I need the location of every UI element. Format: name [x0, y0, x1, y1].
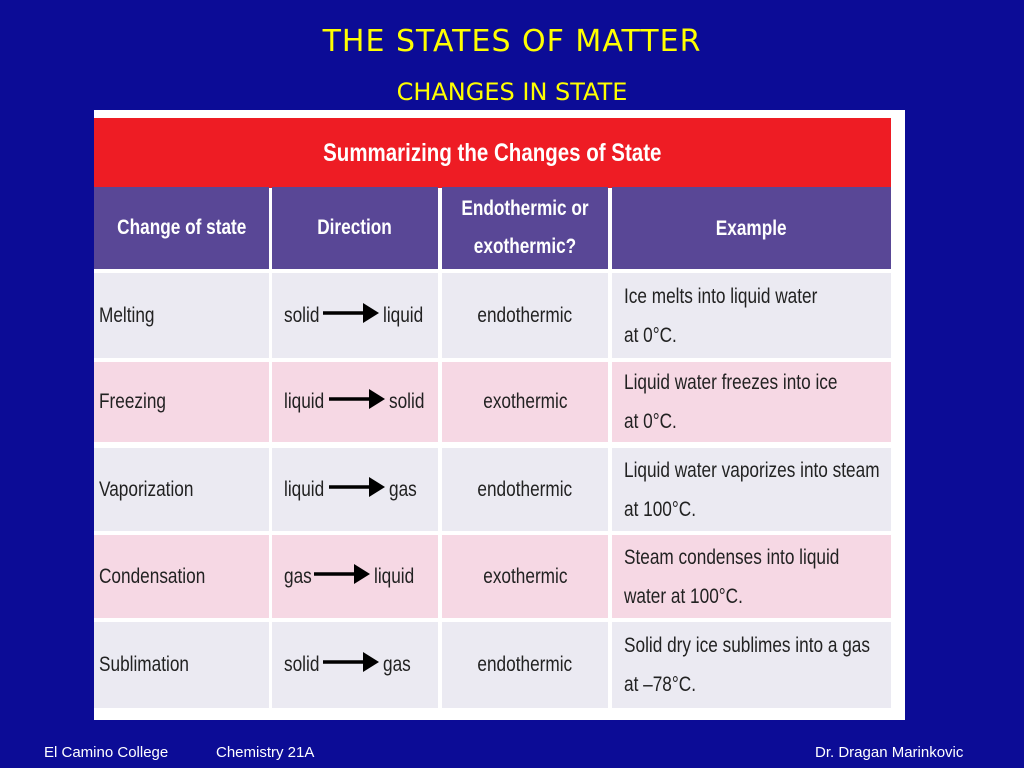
direction-to: solid	[389, 390, 425, 413]
table-row	[94, 362, 891, 442]
header-endo-exo: Endothermic or exothermic?	[442, 187, 608, 269]
table-header-row	[94, 187, 891, 269]
cell-example	[612, 622, 891, 708]
cell-example	[612, 362, 891, 442]
cell-energy-type	[442, 273, 608, 358]
example-line-1: Ice melts into liquid water	[624, 284, 818, 308]
cell-change	[94, 622, 269, 708]
header-direction: Direction	[272, 187, 438, 269]
direction-to: gas	[383, 653, 411, 676]
header-example: Example	[612, 187, 891, 269]
direction-to: liquid	[373, 564, 415, 588]
cell-example	[612, 535, 891, 618]
table-row	[94, 535, 891, 618]
arrow-right-icon	[329, 388, 387, 410]
arrow-right-icon	[323, 651, 381, 673]
energy-type: exothermic	[482, 564, 568, 588]
slide-subtitle: CHANGES IN STATE	[396, 78, 628, 106]
direction-from: liquid	[284, 390, 325, 413]
example-line-2: at 100°C.	[624, 497, 696, 521]
direction-to: gas	[389, 477, 417, 501]
footer-college: El Camino College	[44, 744, 169, 761]
cell-energy-type	[442, 362, 608, 442]
direction-to: liquid	[383, 303, 424, 327]
example-line-1: Liquid water vaporizes into steam	[624, 458, 880, 482]
cell-change	[94, 362, 269, 442]
example-line-2: at 0°C.	[624, 323, 677, 347]
change-name: Sublimation	[99, 653, 189, 676]
change-name: Melting	[99, 303, 155, 327]
energy-type: endothermic	[477, 303, 573, 327]
table-row	[94, 622, 891, 708]
footer-course: Chemistry 21A	[216, 744, 315, 761]
example-line-2: at 0°C.	[624, 410, 677, 433]
table-row	[94, 448, 891, 531]
direction-from: liquid	[284, 477, 325, 501]
example-line-1: Liquid water freezes into ice	[624, 371, 838, 394]
direction-from: solid	[284, 653, 320, 676]
energy-type: exothermic	[482, 390, 568, 413]
table-image-panel	[94, 110, 905, 720]
cell-direction	[272, 622, 438, 708]
example-line-2: water at 100°C.	[624, 584, 743, 608]
arrow-right-icon	[329, 476, 387, 498]
cell-example	[612, 448, 891, 531]
change-name: Condensation	[99, 564, 206, 588]
table-row	[94, 273, 891, 358]
cell-energy-type	[442, 448, 608, 531]
slide-title: THE STATES OF MATTER	[322, 24, 702, 59]
cell-direction	[272, 448, 438, 531]
arrow-right-icon	[323, 302, 381, 324]
cell-direction	[272, 273, 438, 358]
cell-example	[612, 273, 891, 358]
energy-type: endothermic	[477, 653, 573, 676]
cell-direction	[272, 535, 438, 618]
header-change-of-state: Change of state	[94, 187, 269, 269]
arrow-right-icon	[314, 563, 372, 585]
cell-change	[94, 273, 269, 358]
table-caption: Summarizing the Changes of State	[323, 138, 662, 167]
example-line-1: Steam condenses into liquid	[624, 545, 840, 569]
cell-energy-type	[442, 622, 608, 708]
change-name: Vaporization	[99, 477, 194, 501]
direction-from: solid	[284, 303, 320, 327]
cell-energy-type	[442, 535, 608, 618]
energy-type: endothermic	[477, 477, 573, 501]
cell-change	[94, 448, 269, 531]
change-name: Freezing	[99, 390, 166, 413]
cell-direction	[272, 362, 438, 442]
example-line-1: Solid dry ice sublimes into a gas	[624, 634, 870, 657]
direction-from: gas	[284, 564, 312, 588]
footer-author: Dr. Dragan Marinkovic	[815, 744, 964, 761]
cell-change	[94, 535, 269, 618]
example-line-2: at –78°C.	[624, 673, 696, 696]
